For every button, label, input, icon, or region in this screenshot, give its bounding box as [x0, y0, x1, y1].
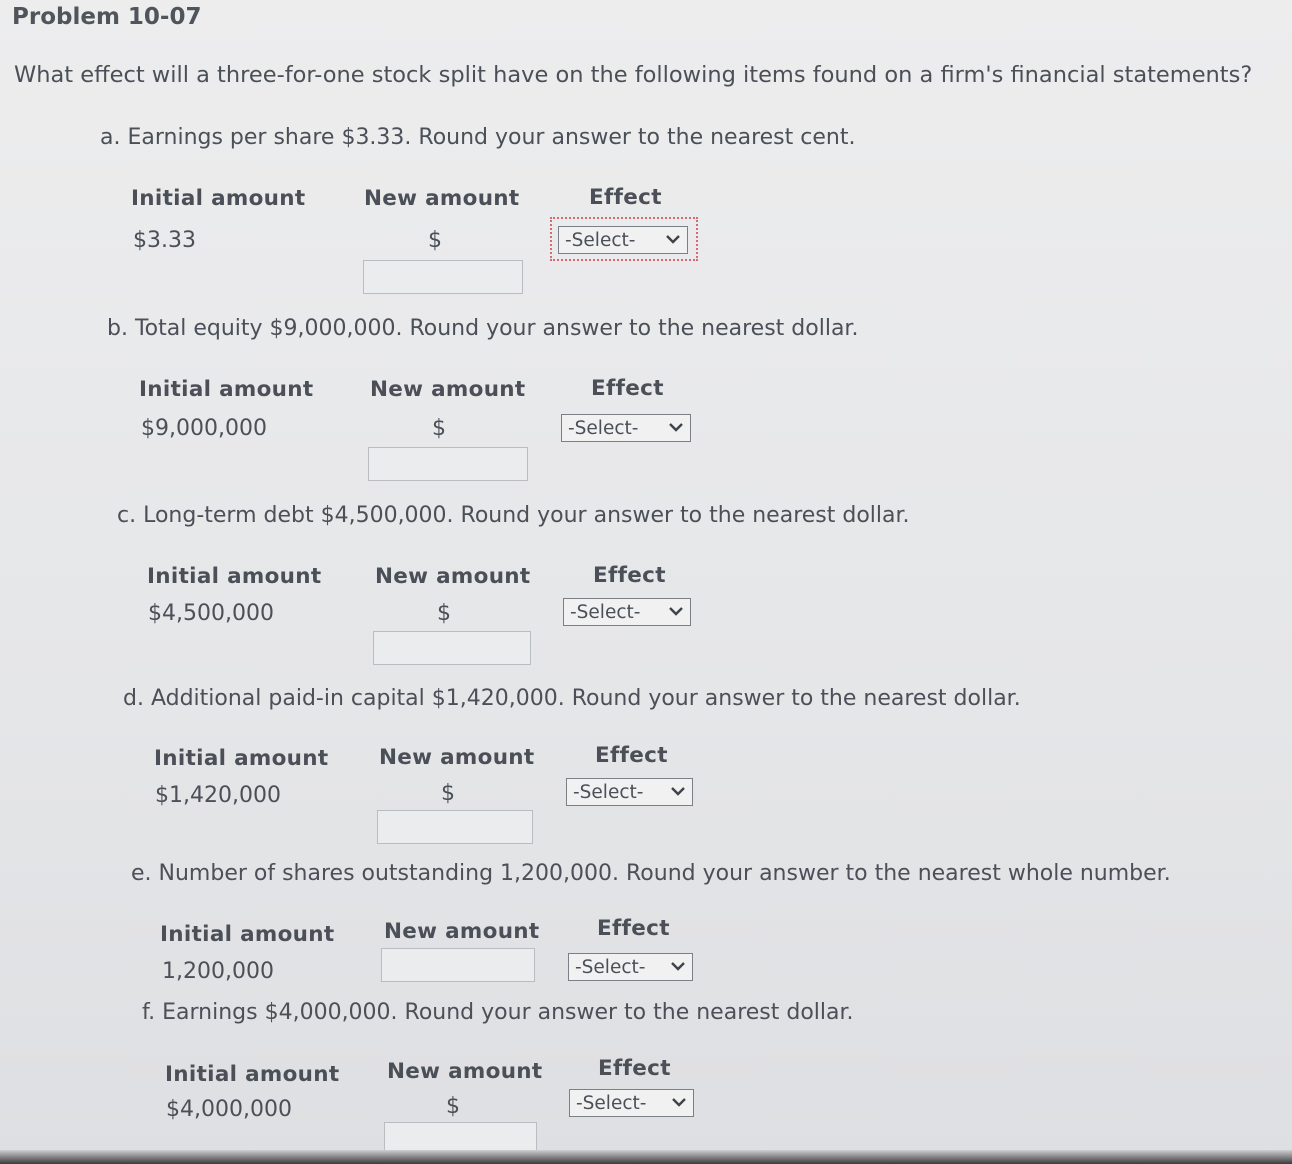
effect-header: Effect — [595, 743, 668, 768]
currency-symbol: $ — [428, 228, 442, 253]
initial-amount-value: $9,000,000 — [141, 416, 267, 441]
chevron-down-icon — [668, 603, 684, 619]
initial-amount-value: $1,420,000 — [155, 783, 281, 808]
effect-select[interactable] — [558, 226, 688, 254]
new-amount-input[interactable] — [363, 260, 523, 294]
effect-select-value: -Select- — [570, 601, 641, 623]
new-amount-input[interactable] — [381, 948, 535, 982]
new-amount-header: New amount — [384, 919, 540, 944]
initial-amount-header: Initial amount — [165, 1062, 340, 1087]
initial-amount-value: $4,500,000 — [148, 601, 274, 626]
part-c-heading: c. Long-term debt $4,500,000. Round your answer to the nearest dollar. — [117, 503, 910, 528]
effect-select[interactable] — [566, 778, 693, 806]
initial-amount-header: Initial amount — [147, 564, 322, 589]
effect-select-value: -Select- — [565, 229, 636, 251]
currency-symbol: $ — [437, 601, 451, 626]
part-b-heading: b. Total equity $9,000,000. Round your answer to the nearest dollar. — [107, 316, 859, 341]
new-amount-input[interactable] — [377, 810, 533, 844]
chevron-down-icon — [668, 419, 684, 435]
new-amount-input[interactable] — [373, 631, 531, 665]
part-f-heading: f. Earnings $4,000,000. Round your answer to the nearest dollar. — [142, 1000, 854, 1025]
effect-header: Effect — [593, 563, 666, 588]
new-amount-input[interactable] — [368, 447, 528, 481]
effect-select-value: -Select- — [573, 781, 644, 803]
chevron-down-icon — [671, 1094, 687, 1110]
effect-header: Effect — [591, 376, 664, 401]
problem-title: Problem 10-07 — [12, 4, 202, 30]
initial-amount-header: Initial amount — [154, 746, 329, 771]
effect-select[interactable] — [563, 598, 691, 626]
new-amount-header: New amount — [379, 745, 535, 770]
effect-select-value: -Select- — [576, 1092, 647, 1114]
effect-header: Effect — [589, 185, 662, 210]
initial-amount-value: 1,200,000 — [162, 959, 274, 984]
effect-select[interactable] — [568, 953, 693, 981]
effect-select[interactable] — [561, 414, 691, 442]
part-d-heading: d. Additional paid-in capital $1,420,000. Round your answer to the nearest dollar. — [123, 686, 1021, 711]
initial-amount-header: Initial amount — [139, 377, 314, 402]
effect-header: Effect — [597, 916, 670, 941]
initial-amount-header: Initial amount — [131, 186, 306, 211]
screen-edge — [0, 1150, 1292, 1164]
currency-symbol: $ — [446, 1094, 460, 1119]
new-amount-header: New amount — [375, 564, 531, 589]
initial-amount-value: $3.33 — [133, 228, 196, 253]
effect-header: Effect — [598, 1056, 671, 1081]
initial-amount-header: Initial amount — [160, 922, 335, 947]
new-amount-header: New amount — [370, 377, 526, 402]
part-e-heading: e. Number of shares outstanding 1,200,000. Round your answer to the nearest whole number. — [131, 861, 1171, 886]
effect-select-value: -Select- — [568, 417, 639, 439]
currency-symbol: $ — [441, 781, 455, 806]
effect-select-value: -Select- — [575, 956, 646, 978]
chevron-down-icon — [670, 783, 686, 799]
effect-select[interactable] — [569, 1089, 694, 1117]
new-amount-header: New amount — [387, 1059, 543, 1084]
question-text: What effect will a three-for-one stock split have on the following items found on a firm's financial statements? — [14, 62, 1253, 88]
chevron-down-icon — [665, 231, 681, 247]
currency-symbol: $ — [432, 416, 446, 441]
new-amount-header: New amount — [364, 186, 520, 211]
chevron-down-icon — [670, 958, 686, 974]
part-a-heading: a. Earnings per share $3.33. Round your answer to the nearest cent. — [100, 125, 856, 150]
initial-amount-value: $4,000,000 — [166, 1097, 292, 1122]
